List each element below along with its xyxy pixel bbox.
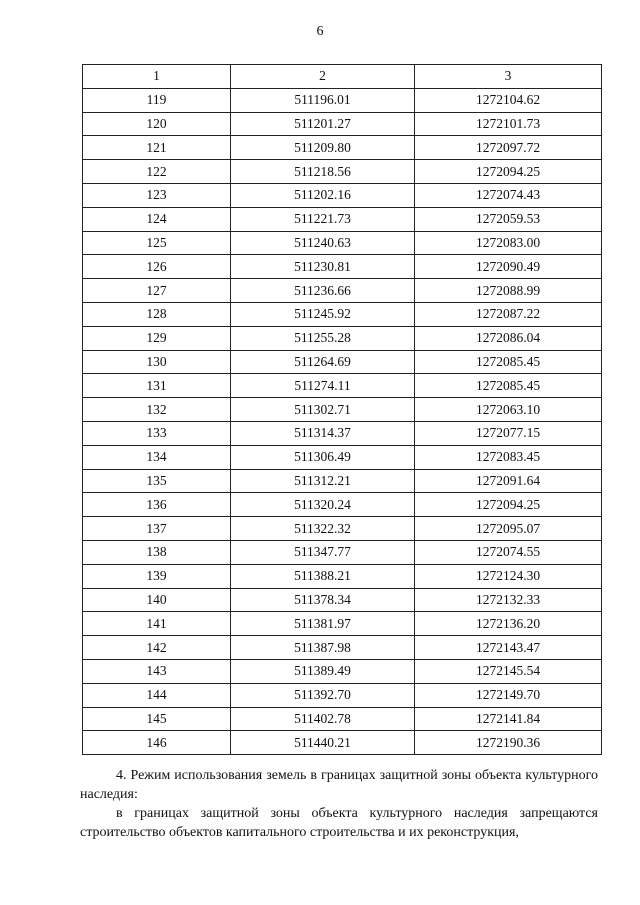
table-row	[83, 540, 602, 564]
x-coordinate-cell: 511245.92	[231, 302, 415, 326]
table-row	[83, 445, 602, 469]
y-coordinate-cell: 1272149.70	[415, 683, 602, 707]
y-coordinate-cell: 1272059.53	[415, 207, 602, 231]
point-number-cell: 133	[83, 421, 231, 445]
y-coordinate-cell: 1272085.45	[415, 350, 602, 374]
regime-text-block	[80, 766, 598, 842]
y-coordinate-cell: 1272091.64	[415, 469, 602, 493]
table-row	[83, 517, 602, 541]
y-coordinate-cell: 1272085.45	[415, 374, 602, 398]
table-row	[83, 612, 602, 636]
y-coordinate-cell: 1272087.22	[415, 302, 602, 326]
x-coordinate-cell: 511440.21	[231, 731, 415, 755]
point-number-cell: 131	[83, 374, 231, 398]
y-coordinate-cell: 1272083.45	[415, 445, 602, 469]
x-coordinate-cell: 511320.24	[231, 493, 415, 517]
point-number-cell: 119	[83, 88, 231, 112]
table-row	[83, 636, 602, 660]
y-coordinate-cell: 1272136.20	[415, 612, 602, 636]
table-row	[83, 255, 602, 279]
point-number-cell: 124	[83, 207, 231, 231]
x-coordinate-cell: 511209.80	[231, 136, 415, 160]
table-header-row	[83, 65, 602, 89]
y-coordinate-cell: 1272145.54	[415, 659, 602, 683]
y-coordinate-cell: 1272124.30	[415, 564, 602, 588]
x-coordinate-cell: 511402.78	[231, 707, 415, 731]
point-number-cell: 134	[83, 445, 231, 469]
point-number-cell: 136	[83, 493, 231, 517]
x-coordinate-cell: 511218.56	[231, 160, 415, 184]
table-row	[83, 588, 602, 612]
column-header-2: 2	[231, 65, 415, 89]
y-coordinate-cell: 1272088.99	[415, 279, 602, 303]
y-coordinate-cell: 1272190.36	[415, 731, 602, 755]
y-coordinate-cell: 1272074.55	[415, 540, 602, 564]
x-coordinate-cell: 511392.70	[231, 683, 415, 707]
table-row	[83, 88, 602, 112]
x-coordinate-cell: 511240.63	[231, 231, 415, 255]
table-row	[83, 326, 602, 350]
x-coordinate-cell: 511312.21	[231, 469, 415, 493]
table-row	[83, 683, 602, 707]
y-coordinate-cell: 1272104.62	[415, 88, 602, 112]
table-body	[83, 88, 602, 754]
point-number-cell: 126	[83, 255, 231, 279]
point-number-cell: 138	[83, 540, 231, 564]
table-row	[83, 160, 602, 184]
y-coordinate-cell: 1272074.43	[415, 183, 602, 207]
point-number-cell: 139	[83, 564, 231, 588]
point-number-cell: 132	[83, 398, 231, 422]
x-coordinate-cell: 511378.34	[231, 588, 415, 612]
x-coordinate-cell: 511202.16	[231, 183, 415, 207]
y-coordinate-cell: 1272086.04	[415, 326, 602, 350]
x-coordinate-cell: 511196.01	[231, 88, 415, 112]
point-number-cell: 125	[83, 231, 231, 255]
point-number-cell: 144	[83, 683, 231, 707]
table-row	[83, 469, 602, 493]
x-coordinate-cell: 511389.49	[231, 659, 415, 683]
y-coordinate-cell: 1272101.73	[415, 112, 602, 136]
y-coordinate-cell: 1272063.10	[415, 398, 602, 422]
table-row	[83, 374, 602, 398]
point-number-cell: 142	[83, 636, 231, 660]
point-number-cell: 143	[83, 659, 231, 683]
x-coordinate-cell: 511388.21	[231, 564, 415, 588]
table-row	[83, 350, 602, 374]
point-number-cell: 121	[83, 136, 231, 160]
y-coordinate-cell: 1272077.15	[415, 421, 602, 445]
table-row	[83, 398, 602, 422]
x-coordinate-cell: 511306.49	[231, 445, 415, 469]
y-coordinate-cell: 1272094.25	[415, 160, 602, 184]
x-coordinate-cell: 511236.66	[231, 279, 415, 303]
table-row	[83, 136, 602, 160]
table-row	[83, 707, 602, 731]
x-coordinate-cell: 511314.37	[231, 421, 415, 445]
point-number-cell: 123	[83, 183, 231, 207]
point-number-cell: 140	[83, 588, 231, 612]
x-coordinate-cell: 511274.11	[231, 374, 415, 398]
y-coordinate-cell: 1272095.07	[415, 517, 602, 541]
coordinates-table	[82, 64, 602, 755]
point-number-cell: 141	[83, 612, 231, 636]
page-number: 6	[316, 24, 324, 39]
x-coordinate-cell: 511264.69	[231, 350, 415, 374]
x-coordinate-cell: 511221.73	[231, 207, 415, 231]
table-row	[83, 112, 602, 136]
table-row	[83, 279, 602, 303]
point-number-cell: 128	[83, 302, 231, 326]
x-coordinate-cell: 511322.32	[231, 517, 415, 541]
y-coordinate-cell: 1272083.00	[415, 231, 602, 255]
point-number-cell: 127	[83, 279, 231, 303]
y-coordinate-cell: 1272132.33	[415, 588, 602, 612]
point-number-cell: 145	[83, 707, 231, 731]
x-coordinate-cell: 511347.77	[231, 540, 415, 564]
point-number-cell: 146	[83, 731, 231, 755]
y-coordinate-cell: 1272141.84	[415, 707, 602, 731]
x-coordinate-cell: 511381.97	[231, 612, 415, 636]
point-number-cell: 122	[83, 160, 231, 184]
y-coordinate-cell: 1272097.72	[415, 136, 602, 160]
paragraph-land-use-regime: 4. Режим использования земель в границах защитной зоны объекта культурного наследия:	[80, 768, 598, 802]
table-row	[83, 207, 602, 231]
table-row	[83, 183, 602, 207]
point-number-cell: 130	[83, 350, 231, 374]
x-coordinate-cell: 511387.98	[231, 636, 415, 660]
column-header-3: 3	[415, 65, 602, 89]
point-number-cell: 129	[83, 326, 231, 350]
x-coordinate-cell: 511302.71	[231, 398, 415, 422]
x-coordinate-cell: 511255.28	[231, 326, 415, 350]
table-row	[83, 421, 602, 445]
y-coordinate-cell: 1272094.25	[415, 493, 602, 517]
table-row	[83, 493, 602, 517]
table-row	[83, 659, 602, 683]
column-header-1: 1	[83, 65, 231, 89]
y-coordinate-cell: 1272090.49	[415, 255, 602, 279]
x-coordinate-cell: 511201.27	[231, 112, 415, 136]
point-number-cell: 120	[83, 112, 231, 136]
table-row	[83, 564, 602, 588]
point-number-cell: 137	[83, 517, 231, 541]
table-row	[83, 231, 602, 255]
point-number-cell: 135	[83, 469, 231, 493]
y-coordinate-cell: 1272143.47	[415, 636, 602, 660]
table-row	[83, 731, 602, 755]
x-coordinate-cell: 511230.81	[231, 255, 415, 279]
table-row	[83, 302, 602, 326]
paragraph-prohibitions: в границах защитной зоны объекта культурного наследия запрещаются строительство объектов капитального строительства и их реконструкция,	[80, 806, 598, 840]
